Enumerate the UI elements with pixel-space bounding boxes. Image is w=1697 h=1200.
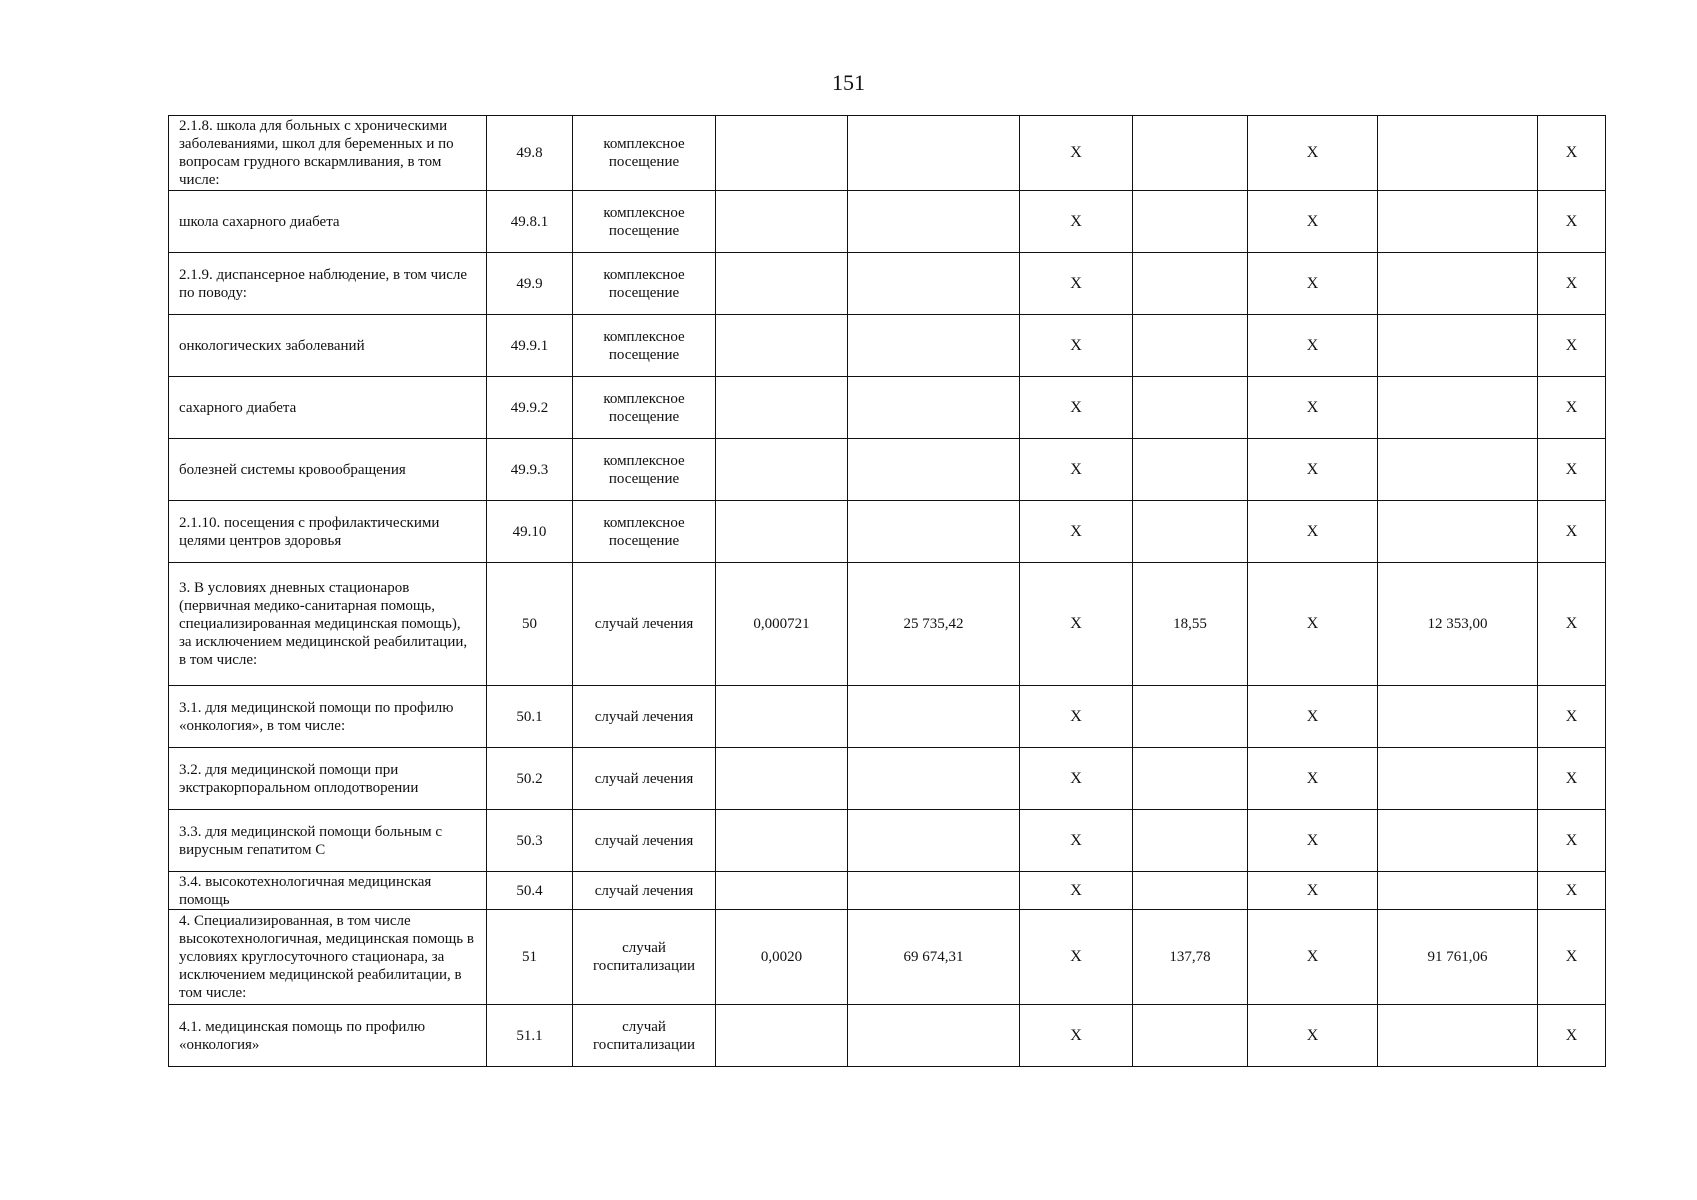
table-row <box>169 439 1606 501</box>
row-code: 49.9.1 <box>487 315 573 377</box>
row-value-2 <box>848 1005 1020 1067</box>
row-value-1 <box>716 253 848 315</box>
row-x-mark-3: X <box>1538 253 1606 315</box>
row-name: 4.1. медицинская помощь по профилю «онкология» <box>169 1005 487 1067</box>
row-value-3 <box>1133 1005 1248 1067</box>
row-x-mark-1: X <box>1020 253 1133 315</box>
row-unit: комплексное посещение <box>573 191 716 253</box>
table-row <box>169 501 1606 563</box>
row-x-mark-3: X <box>1538 810 1606 872</box>
row-value-2 <box>848 253 1020 315</box>
row-value-4 <box>1378 253 1538 315</box>
row-code: 49.10 <box>487 501 573 563</box>
table-row <box>169 910 1606 1005</box>
table-row <box>169 253 1606 315</box>
row-x-mark-3: X <box>1538 501 1606 563</box>
row-value-2 <box>848 439 1020 501</box>
row-x-mark-1: X <box>1020 748 1133 810</box>
row-unit: случай лечения <box>573 686 716 748</box>
row-name: 3.2. для медицинской помощи при экстракорпоральном оплодотворении <box>169 748 487 810</box>
table-body <box>169 116 1606 1067</box>
table-row <box>169 315 1606 377</box>
row-x-mark-1: X <box>1020 315 1133 377</box>
row-value-3 <box>1133 686 1248 748</box>
row-x-mark-2: X <box>1248 116 1378 191</box>
row-code: 49.8.1 <box>487 191 573 253</box>
row-value-4: 91 761,06 <box>1378 910 1538 1005</box>
row-value-1 <box>716 686 848 748</box>
row-name: 2.1.9. диспансерное наблюдение, в том числе по поводу: <box>169 253 487 315</box>
row-value-3 <box>1133 748 1248 810</box>
row-x-mark-2: X <box>1248 810 1378 872</box>
row-unit: случай лечения <box>573 748 716 810</box>
row-name: 3. В условиях дневных стационаров (первичная медико-санитарная помощь, специализированная медицинская помощь), за исключением медицинской реабилитации, в том числе: <box>169 563 487 686</box>
row-x-mark-1: X <box>1020 116 1133 191</box>
row-x-mark-1: X <box>1020 910 1133 1005</box>
table-row <box>169 872 1606 910</box>
row-x-mark-2: X <box>1248 377 1378 439</box>
row-value-2 <box>848 748 1020 810</box>
row-value-4 <box>1378 872 1538 910</box>
row-x-mark-2: X <box>1248 748 1378 810</box>
row-x-mark-2: X <box>1248 253 1378 315</box>
row-x-mark-1: X <box>1020 501 1133 563</box>
row-name: 2.1.10. посещения с профилактическими целями центров здоровья <box>169 501 487 563</box>
row-value-1 <box>716 501 848 563</box>
row-name: сахарного диабета <box>169 377 487 439</box>
row-unit: комплексное посещение <box>573 253 716 315</box>
row-unit: комплексное посещение <box>573 501 716 563</box>
row-value-1 <box>716 1005 848 1067</box>
row-value-1 <box>716 191 848 253</box>
row-x-mark-1: X <box>1020 872 1133 910</box>
row-unit: случай госпитализации <box>573 1005 716 1067</box>
row-value-3 <box>1133 116 1248 191</box>
row-unit: комплексное посещение <box>573 439 716 501</box>
row-x-mark-3: X <box>1538 686 1606 748</box>
row-x-mark-2: X <box>1248 910 1378 1005</box>
row-value-2 <box>848 501 1020 563</box>
row-value-4 <box>1378 501 1538 563</box>
row-x-mark-3: X <box>1538 872 1606 910</box>
table-row <box>169 116 1606 191</box>
row-code: 50.1 <box>487 686 573 748</box>
row-code: 51.1 <box>487 1005 573 1067</box>
table-row <box>169 191 1606 253</box>
row-x-mark-2: X <box>1248 563 1378 686</box>
row-unit: случай лечения <box>573 872 716 910</box>
row-value-4 <box>1378 191 1538 253</box>
row-value-3: 18,55 <box>1133 563 1248 686</box>
data-table <box>168 115 1606 1067</box>
row-value-2 <box>848 810 1020 872</box>
row-name: школа сахарного диабета <box>169 191 487 253</box>
row-name: онкологических заболеваний <box>169 315 487 377</box>
row-value-2 <box>848 872 1020 910</box>
row-value-4 <box>1378 315 1538 377</box>
row-value-1 <box>716 315 848 377</box>
row-value-3: 137,78 <box>1133 910 1248 1005</box>
row-unit: комплексное посещение <box>573 315 716 377</box>
row-value-4 <box>1378 748 1538 810</box>
row-x-mark-2: X <box>1248 686 1378 748</box>
row-value-4 <box>1378 810 1538 872</box>
row-value-3 <box>1133 501 1248 563</box>
row-x-mark-1: X <box>1020 439 1133 501</box>
page-number: 151 <box>832 70 865 95</box>
table-row <box>169 377 1606 439</box>
table-row <box>169 563 1606 686</box>
row-unit: случай госпитализации <box>573 910 716 1005</box>
row-x-mark-1: X <box>1020 686 1133 748</box>
row-name: 3.1. для медицинской помощи по профилю «онкология», в том числе: <box>169 686 487 748</box>
row-value-2 <box>848 116 1020 191</box>
row-x-mark-3: X <box>1538 910 1606 1005</box>
row-x-mark-2: X <box>1248 501 1378 563</box>
row-x-mark-3: X <box>1538 315 1606 377</box>
row-x-mark-3: X <box>1538 191 1606 253</box>
row-x-mark-1: X <box>1020 191 1133 253</box>
row-value-2: 69 674,31 <box>848 910 1020 1005</box>
row-code: 49.9.3 <box>487 439 573 501</box>
row-value-4 <box>1378 1005 1538 1067</box>
row-value-2 <box>848 377 1020 439</box>
row-x-mark-3: X <box>1538 1005 1606 1067</box>
row-x-mark-2: X <box>1248 191 1378 253</box>
row-value-4: 12 353,00 <box>1378 563 1538 686</box>
row-value-3 <box>1133 191 1248 253</box>
row-value-4 <box>1378 116 1538 191</box>
row-value-3 <box>1133 315 1248 377</box>
row-name: 4. Специализированная, в том числе высокотехнологичная, медицинская помощь в условиях круглосуточного стационара, за исключением медицинской реабилитации, в том числе: <box>169 910 487 1005</box>
row-value-3 <box>1133 439 1248 501</box>
row-x-mark-3: X <box>1538 748 1606 810</box>
row-value-2 <box>848 315 1020 377</box>
row-x-mark-2: X <box>1248 439 1378 501</box>
row-value-1 <box>716 810 848 872</box>
row-unit: комплексное посещение <box>573 116 716 191</box>
row-code: 49.9 <box>487 253 573 315</box>
row-x-mark-3: X <box>1538 439 1606 501</box>
row-code: 49.8 <box>487 116 573 191</box>
row-name: 3.4. высокотехнологичная медицинская помощь <box>169 872 487 910</box>
row-unit: комплексное посещение <box>573 377 716 439</box>
table-row <box>169 1005 1606 1067</box>
row-code: 50.4 <box>487 872 573 910</box>
row-name: 3.3. для медицинской помощи больным с вирусным гепатитом С <box>169 810 487 872</box>
row-code: 49.9.2 <box>487 377 573 439</box>
row-x-mark-1: X <box>1020 377 1133 439</box>
row-value-3 <box>1133 810 1248 872</box>
row-value-4 <box>1378 686 1538 748</box>
row-value-4 <box>1378 439 1538 501</box>
row-x-mark-2: X <box>1248 315 1378 377</box>
row-x-mark-3: X <box>1538 377 1606 439</box>
table-row <box>169 686 1606 748</box>
row-x-mark-3: X <box>1538 563 1606 686</box>
row-x-mark-1: X <box>1020 563 1133 686</box>
table-row <box>169 748 1606 810</box>
row-value-1 <box>716 377 848 439</box>
row-code: 51 <box>487 910 573 1005</box>
row-value-3 <box>1133 872 1248 910</box>
row-value-1: 0,0020 <box>716 910 848 1005</box>
row-code: 50 <box>487 563 573 686</box>
row-code: 50.3 <box>487 810 573 872</box>
row-value-1 <box>716 872 848 910</box>
table-row <box>169 810 1606 872</box>
row-x-mark-1: X <box>1020 810 1133 872</box>
row-value-3 <box>1133 377 1248 439</box>
row-x-mark-3: X <box>1538 116 1606 191</box>
row-name: 2.1.8. школа для больных с хроническими заболеваниями, школ для беременных и по вопросам грудного вскармливания, в том числе: <box>169 116 487 191</box>
row-unit: случай лечения <box>573 563 716 686</box>
row-value-1: 0,000721 <box>716 563 848 686</box>
row-value-3 <box>1133 253 1248 315</box>
row-value-1 <box>716 439 848 501</box>
row-unit: случай лечения <box>573 810 716 872</box>
row-value-1 <box>716 116 848 191</box>
row-x-mark-2: X <box>1248 872 1378 910</box>
row-value-1 <box>716 748 848 810</box>
row-value-2 <box>848 686 1020 748</box>
row-x-mark-1: X <box>1020 1005 1133 1067</box>
row-name: болезней системы кровообращения <box>169 439 487 501</box>
row-value-2: 25 735,42 <box>848 563 1020 686</box>
row-value-2 <box>848 191 1020 253</box>
row-value-4 <box>1378 377 1538 439</box>
row-code: 50.2 <box>487 748 573 810</box>
row-x-mark-2: X <box>1248 1005 1378 1067</box>
